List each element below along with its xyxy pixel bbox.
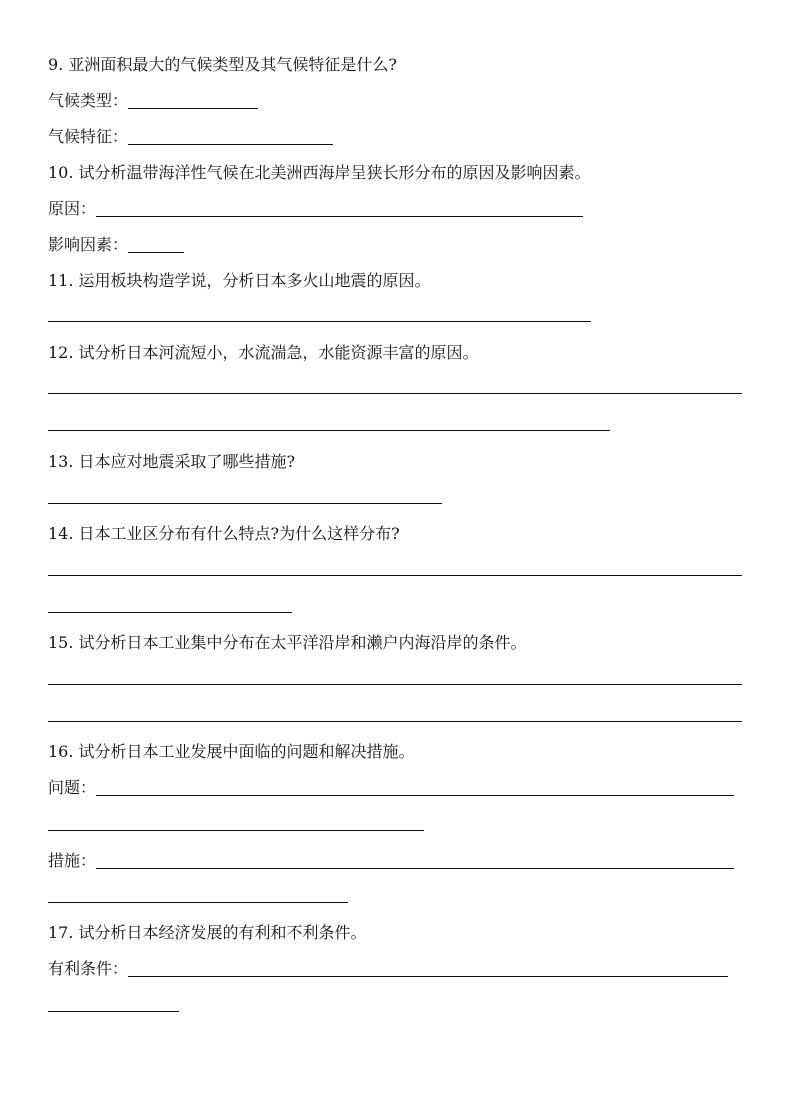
question-9 xyxy=(48,46,397,76)
measures-answer-line-2[interactable] xyxy=(48,902,348,903)
question-15 xyxy=(48,624,527,654)
problem-answer-line-2[interactable] xyxy=(48,830,424,831)
question-12-answer-line-2[interactable] xyxy=(48,430,610,431)
question-9-field-2 xyxy=(48,118,333,148)
question-14-text: 14. 日本工业区分布有什么特点?为什么这样分布? xyxy=(48,524,400,543)
factors-answer-line[interactable] xyxy=(128,252,184,253)
question-17 xyxy=(48,914,367,944)
climate-type-answer-line[interactable] xyxy=(128,108,258,109)
factors-label: 影响因素： xyxy=(48,235,129,254)
question-9-text: 9. 亚洲面积最大的气候类型及其气候特征是什么? xyxy=(48,55,397,74)
question-13-answer-line[interactable] xyxy=(48,503,442,504)
question-12-answer-line-1[interactable] xyxy=(48,393,742,394)
measures-answer-line[interactable] xyxy=(96,868,734,869)
climate-feature-answer-line[interactable] xyxy=(128,144,333,145)
question-14-answer-line-2[interactable] xyxy=(48,612,292,613)
question-12 xyxy=(48,334,479,364)
question-14-answer-line-1[interactable] xyxy=(48,575,742,576)
question-15-answer-line-2[interactable] xyxy=(48,721,742,722)
question-11-text: 11. 运用板块构造学说，分析日本多火山地震的原因。 xyxy=(48,271,431,290)
question-10-text: 10. 试分析温带海洋性气候在北美洲西海岸呈狭长形分布的原因及影响因素。 xyxy=(48,163,591,182)
question-16-field-2 xyxy=(48,842,734,872)
question-17-text: 17. 试分析日本经济发展的有利和不利条件。 xyxy=(48,923,367,942)
question-15-text: 15. 试分析日本工业集中分布在太平洋沿岸和濑户内海沿岸的条件。 xyxy=(48,633,527,652)
climate-feature-label: 气候特征： xyxy=(48,127,129,146)
question-16-text: 16. 试分析日本工业发展中面临的问题和解决措施。 xyxy=(48,742,415,761)
problem-label: 问题： xyxy=(48,778,97,797)
problem-answer-line[interactable] xyxy=(96,795,734,796)
climate-type-label: 气候类型： xyxy=(48,91,129,110)
reason-answer-line[interactable] xyxy=(96,216,583,217)
question-14 xyxy=(48,515,400,545)
question-9-field-1 xyxy=(48,82,258,112)
favorable-conditions-label: 有利条件： xyxy=(48,959,129,978)
question-11 xyxy=(48,262,431,292)
question-15-answer-line-1[interactable] xyxy=(48,684,742,685)
question-10-field-1 xyxy=(48,190,583,220)
question-10-field-2 xyxy=(48,226,184,256)
reason-label: 原因： xyxy=(48,199,97,218)
measures-label: 措施： xyxy=(48,851,97,870)
question-11-answer-line[interactable] xyxy=(48,321,591,322)
conditions-answer-line-2[interactable] xyxy=(48,1011,179,1012)
question-16-field-1 xyxy=(48,769,734,799)
question-16 xyxy=(48,733,415,763)
question-12-text: 12. 试分析日本河流短小，水流湍急，水能资源丰富的原因。 xyxy=(48,343,479,362)
question-13 xyxy=(48,443,295,473)
question-10 xyxy=(48,154,591,184)
favorable-conditions-answer-line[interactable] xyxy=(128,976,728,977)
question-13-text: 13. 日本应对地震采取了哪些措施? xyxy=(48,452,296,471)
question-17-field-1 xyxy=(48,950,728,980)
